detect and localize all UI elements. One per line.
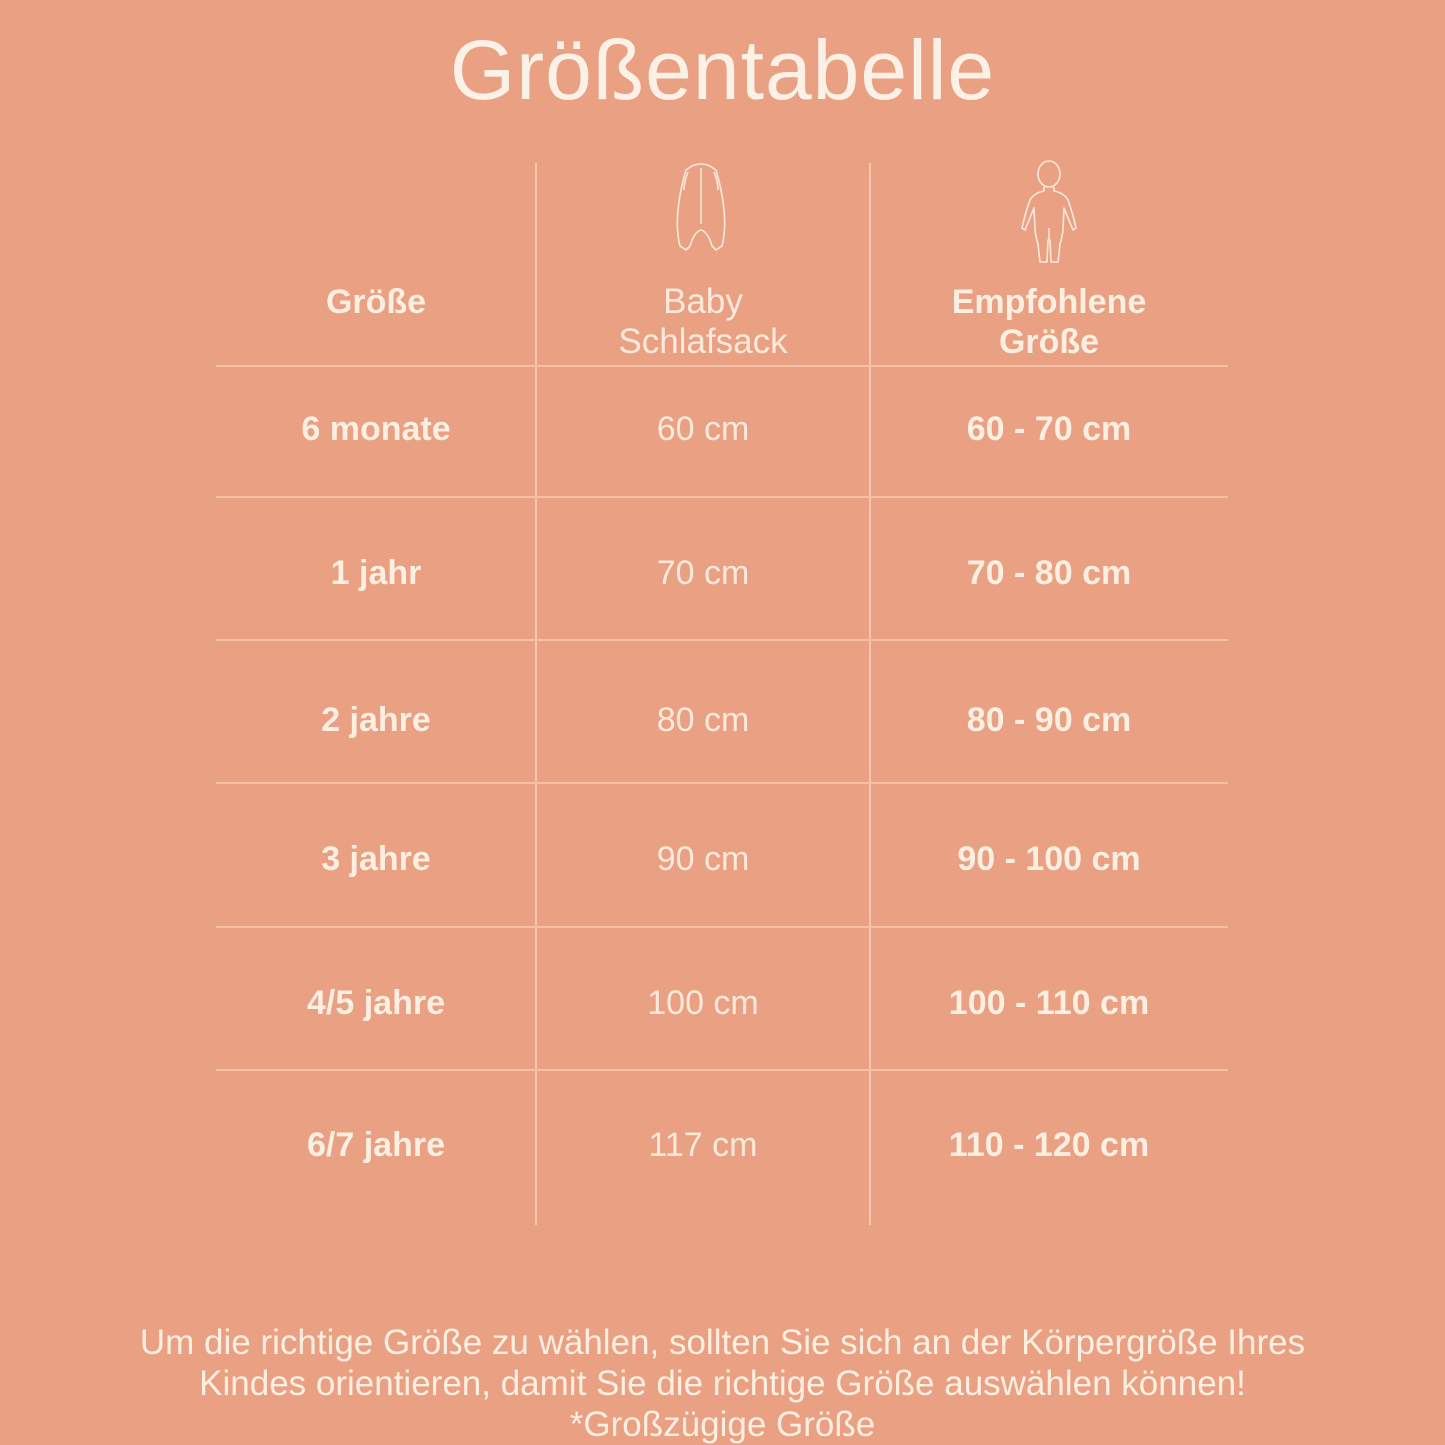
child-figure-icon: [1018, 158, 1080, 268]
sleeping-bag-cell: 100 cm: [647, 984, 759, 1022]
size-cell: 1 jahr: [330, 554, 422, 592]
recommended-cell: 90 - 100 cm: [957, 840, 1141, 878]
size-cell: 3 jahre: [321, 840, 431, 878]
header-sleeping-bag-line1: Baby: [663, 282, 743, 321]
sleeping-bag-icon: [672, 160, 730, 256]
row-divider: [216, 782, 1228, 784]
header-sleeping-bag-line2: Schlafsack: [618, 322, 788, 361]
footer-line-3: *Großzügige Größe: [569, 1405, 876, 1444]
column-divider: [535, 163, 537, 1225]
size-cell: 6/7 jahre: [307, 1126, 445, 1164]
recommended-cell: 70 - 80 cm: [966, 554, 1132, 592]
recommended-cell: 100 - 110 cm: [948, 984, 1150, 1022]
row-divider: [216, 365, 1228, 367]
sleeping-bag-cell: 90 cm: [656, 840, 750, 878]
header-recommended-line2: Größe: [998, 323, 1100, 361]
header-size: Größe: [325, 283, 427, 321]
row-divider: [216, 1069, 1228, 1071]
row-divider: [216, 496, 1228, 498]
row-divider: [216, 639, 1228, 641]
footer-line-2: Kindes orientieren, damit Sie die richtige Größe auswählen können!: [199, 1364, 1246, 1403]
sleeping-bag-cell: 70 cm: [656, 554, 750, 592]
page-title: Größentabelle: [449, 23, 996, 117]
recommended-cell: 60 - 70 cm: [966, 410, 1132, 448]
recommended-cell: 80 - 90 cm: [966, 701, 1132, 739]
sleeping-bag-cell: 60 cm: [656, 410, 750, 448]
recommended-cell: 110 - 120 cm: [948, 1126, 1150, 1164]
row-divider: [216, 926, 1228, 928]
sleeping-bag-cell: 80 cm: [656, 701, 750, 739]
size-cell: 6 monate: [301, 410, 451, 448]
sleeping-bag-cell: 117 cm: [648, 1126, 758, 1164]
size-cell: 4/5 jahre: [307, 984, 445, 1022]
footer-line-1: Um die richtige Größe zu wählen, sollten Sie sich an der Körpergröße Ihres: [139, 1323, 1306, 1362]
footer-note: [0, 1322, 1445, 1445]
header-recommended-line1: Empfohlene: [951, 283, 1147, 321]
size-cell: 2 jahre: [321, 701, 431, 739]
